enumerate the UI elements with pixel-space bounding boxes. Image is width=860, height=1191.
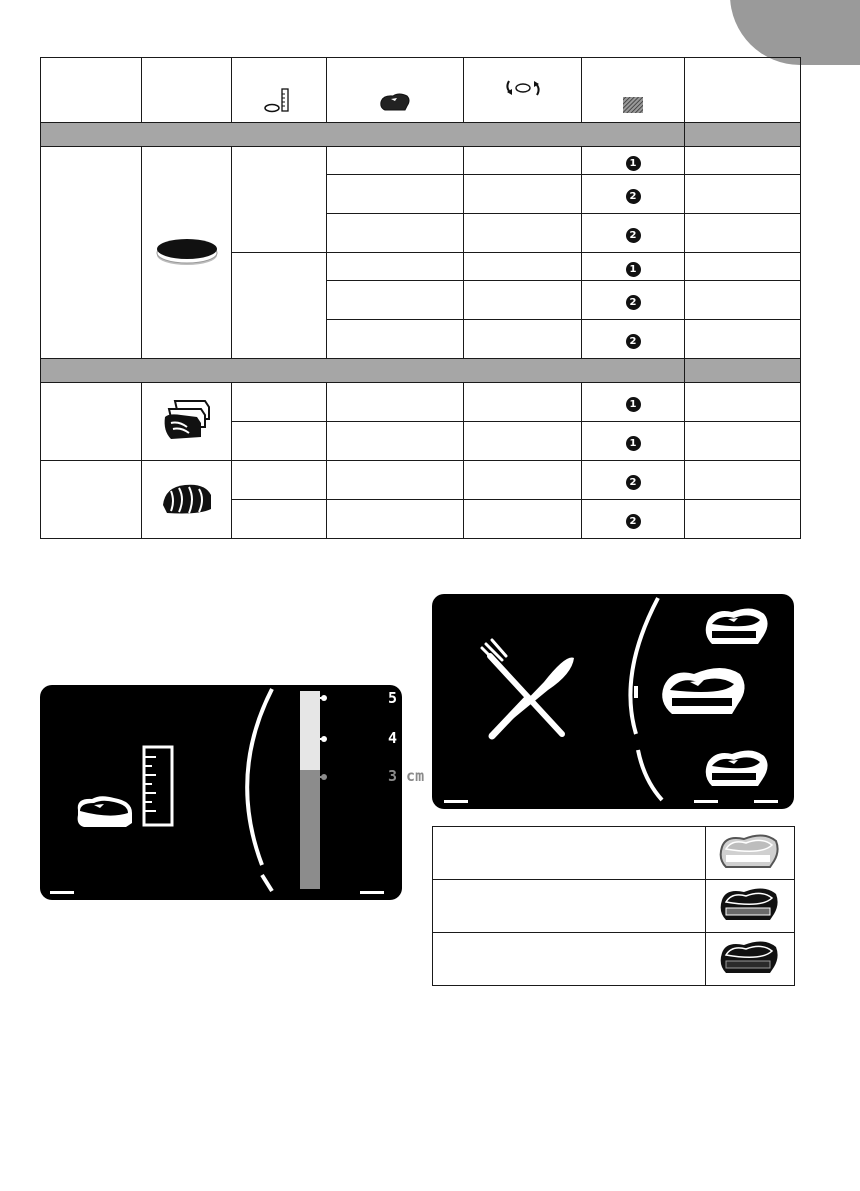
steak-icon	[78, 796, 132, 827]
step-marker: 2	[626, 475, 641, 490]
legend-row	[433, 827, 795, 880]
thickness-display-panel	[40, 685, 425, 900]
steak-disc-icon	[142, 147, 232, 359]
fish-fillets-icon	[142, 383, 232, 461]
fork-knife-icon	[482, 640, 574, 736]
steak-light-icon	[706, 827, 795, 880]
doneness-legend-table	[432, 826, 795, 986]
step-marker: 2	[626, 189, 641, 204]
salmon-steak-icon	[142, 461, 232, 539]
steak-medium-icon	[662, 668, 744, 714]
steak-dark-icon	[706, 933, 795, 986]
step-marker: 2	[626, 334, 641, 349]
cooking-table	[40, 57, 801, 539]
table-section-band	[41, 359, 801, 383]
steak-rare-icon	[706, 608, 768, 644]
table-section-band	[41, 123, 801, 147]
steak-dark-stripe-icon	[706, 880, 795, 933]
step-marker: 2	[626, 514, 641, 529]
step-marker: 1	[626, 436, 641, 451]
thickness-icon	[232, 58, 327, 123]
thickness-option-4cm: 4 cm	[388, 729, 425, 747]
table-header-row	[41, 58, 801, 123]
grill-pattern-icon	[582, 58, 685, 123]
step-marker: 1	[626, 262, 641, 277]
table-row	[41, 147, 801, 175]
step-marker: 1	[626, 397, 641, 412]
ruler-icon	[144, 747, 172, 825]
page-corner-tab	[730, 0, 860, 65]
legend-row	[433, 880, 795, 933]
step-marker: 2	[626, 295, 641, 310]
thickness-option-5cm: 5 cm	[388, 689, 425, 707]
steak-well-done-icon	[706, 750, 768, 786]
doneness-display-panel	[432, 594, 794, 809]
meat-icon	[327, 58, 464, 123]
thickness-option-3cm: 3 cm	[388, 767, 425, 785]
table-row	[41, 383, 801, 422]
table-row	[41, 461, 801, 500]
thickness-level-fill	[300, 770, 320, 889]
step-marker: 1	[626, 156, 641, 171]
legend-row	[433, 933, 795, 986]
flip-icon	[464, 58, 582, 123]
step-marker: 2	[626, 228, 641, 243]
